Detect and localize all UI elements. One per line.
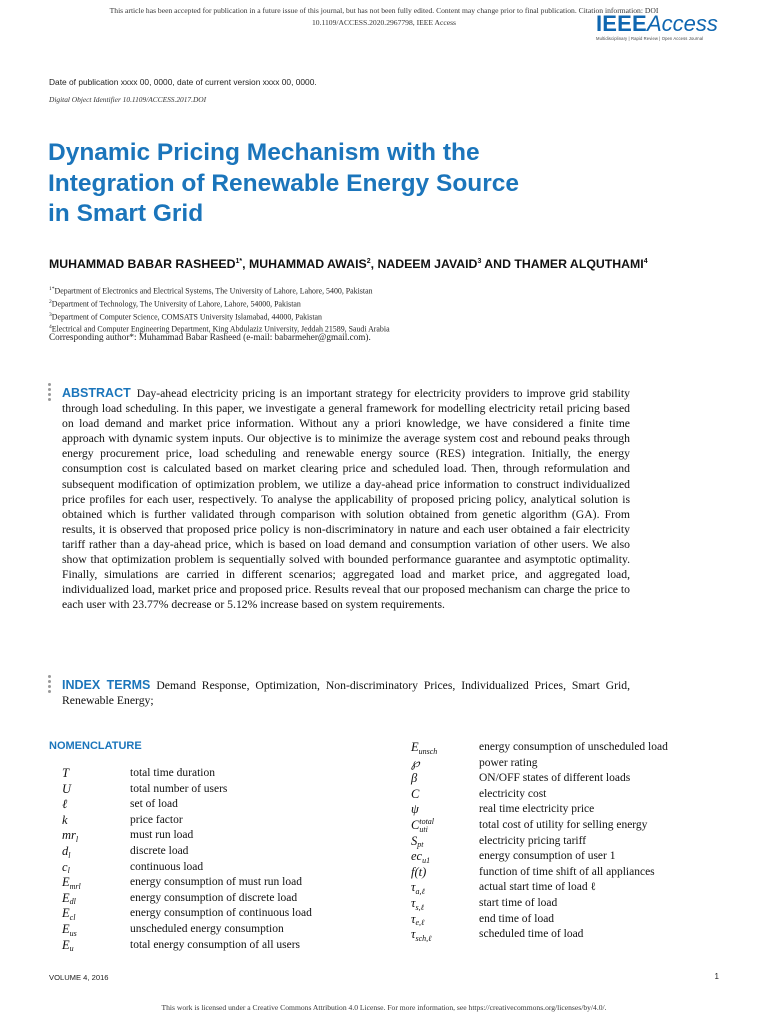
affiliation-marker: 2 (49, 298, 52, 305)
nomenclature-row (411, 896, 668, 912)
nomenclature-left-column (62, 766, 312, 953)
nomenclature-description: end time of load (479, 912, 555, 925)
nomenclature-row (62, 766, 312, 782)
nomenclature-description: price factor (130, 813, 183, 826)
affiliation-list (49, 284, 390, 335)
author-marker: 4 (643, 258, 648, 265)
nomenclature-row (62, 860, 312, 876)
nomenclature-row (411, 771, 668, 787)
symbol-base: f(t) (411, 864, 427, 879)
nomenclature-symbol (62, 844, 130, 860)
affiliation-text: Department of Technology, The University of Lahore, Lahore, 54000, Pakistan (51, 299, 301, 309)
nomenclature-symbol (62, 813, 130, 829)
symbol-subscript: dl (69, 897, 76, 907)
nomenclature-symbol (411, 880, 479, 896)
symbol-base: mr (62, 828, 76, 843)
nomenclature-symbol (62, 797, 130, 813)
symbol-base: ec (411, 849, 423, 864)
nomenclature-description: start time of load (479, 896, 558, 909)
symbol-subscript: u1 (422, 855, 431, 865)
nomenclature-row (411, 849, 668, 865)
nomenclature-description: total number of users (130, 782, 228, 795)
author-name: THAMER ALQUTHAMI (514, 257, 644, 272)
author-name: MUHAMMAD AWAIS (248, 257, 367, 272)
page-number: 1 (714, 972, 719, 981)
nomenclature-description: ON/OFF states of different loads (479, 772, 631, 785)
symbol-base: τ (411, 880, 416, 895)
affiliation (49, 297, 390, 310)
index-terms-text: Demand Response, Optimization, Non-discriminatory Prices, Individualized Prices, Smart Grid, Renewable Energy; (62, 679, 630, 708)
nomenclature-row (62, 844, 312, 860)
nomenclature-symbol (411, 865, 479, 881)
nomenclature-description: total cost of utility for selling energy (479, 818, 648, 831)
nomenclature-row (411, 865, 668, 881)
abstract-marker-icon (48, 383, 54, 403)
nomenclature-symbol (62, 891, 130, 907)
nomenclature-symbol (62, 766, 130, 782)
affiliation (49, 284, 390, 297)
nomenclature-row (411, 740, 668, 756)
symbol-superscript: total (419, 817, 435, 827)
nomenclature-row (62, 906, 312, 922)
symbol-subscript: pt (417, 840, 424, 850)
nomenclature-heading: NOMENCLATURE (49, 740, 142, 752)
symbol-base: E (62, 906, 70, 921)
symbol-base: c (62, 859, 68, 874)
symbol-subscript: cl (69, 912, 76, 922)
affiliation-text: Electrical and Computer Engineering Department, King Abdulaziz University, Jeddah 21589, Saudi Arabia (51, 325, 390, 335)
symbol-base: k (62, 812, 68, 827)
nomenclature-symbol (411, 756, 479, 772)
nomenclature-symbol (411, 927, 479, 943)
paper-title (48, 138, 668, 230)
nomenclature-description: actual start time of load ℓ (479, 881, 596, 894)
symbol-base: ℘ (411, 755, 420, 770)
affiliation-text: Department of Electronics and Electrical Systems, The University of Lahore, Lahore, 5400, Pakistan (54, 286, 373, 296)
nomenclature-description: unscheduled energy consumption (130, 922, 284, 935)
doi-line: Digital Object Identifier 10.1109/ACCESS.2017.DOI (49, 95, 207, 104)
logo-access: Access (646, 11, 718, 36)
nomenclature-description: real time electricity price (479, 803, 595, 816)
nomenclature-symbol (411, 834, 479, 850)
symbol-base: T (62, 766, 69, 780)
symbol-base: τ (411, 927, 416, 942)
symbol-base: E (411, 740, 419, 754)
nomenclature-row (62, 875, 312, 891)
license-notice: This work is licensed under a Creative Commons Attribution 4.0 License. For more information, see https://creativecommons.org/licenses/by/4.0/. (161, 1003, 607, 1012)
symbol-base: C (411, 817, 420, 832)
nomenclature-description: continuous load (130, 860, 204, 873)
nomenclature-row (62, 922, 312, 938)
nomenclature-description: total energy consumption of all users (130, 938, 301, 951)
author-separator: , (242, 257, 249, 272)
symbol-base: ψ (411, 802, 419, 817)
symbol-base: τ (411, 895, 416, 910)
index-terms (62, 678, 630, 708)
symbol-subscript: mrl (69, 881, 81, 891)
symbol-subscript: l (68, 850, 71, 860)
affiliation-marker: 1* (49, 286, 55, 292)
nomenclature-row (62, 938, 312, 954)
symbol-subscript: l (75, 835, 79, 844)
nomenclature-symbol (411, 896, 479, 912)
author-list (49, 254, 689, 272)
author-marker: 3 (477, 258, 482, 265)
nomenclature-symbol (411, 849, 479, 865)
nomenclature-description: set of load (130, 798, 178, 811)
nomenclature-row (411, 756, 668, 772)
nomenclature-symbol (62, 922, 130, 938)
nomenclature-description: energy consumption of discrete load (130, 891, 298, 904)
nomenclature-description: energy consumption of must run load (130, 876, 302, 889)
nomenclature-description: electricity pricing tariff (479, 834, 587, 847)
nomenclature-symbol (411, 818, 479, 834)
abstract-text: Day-ahead electricity pricing is an important strategy for electricity providers to improve grid stability through load scheduling. In this paper, we investigate a general framework for modelling electricity retail pricing based on load demand and market price information. Without any a priori knowledge, we have considered a finite time approach with dynamic system inputs. Our objective is to minimize the average system cost and rebound peaks through energy procurement price, load scheduling and renewable energy source (RES) integration. Initially, the energy consumption cost is calculated based on market clearing price and scheduled load. Then, through reformulation and subsequent modification of optimization problem, we utilize a day-ahead price information to construct individualized price profiles for each user, respectively. To analyse the applicability of proposed pricing policy, analytical solution is obtained which is further validated through comparison with solution obtained from genetic algorithm (GA). From results, it is observed that proposed price policy is non-discriminatory in nature and each user obtained a fair electricity tariff rather than a day-ahead price, which is based on load demand and consumption variation of other users. We also show that optimization problem is sequentially solved with bounded performance guarantee and asymptotic optimality. Finally, simulations are carried in different scenarios; aggregated load and market price, and aggregated load, individualized load, market price and proposed price. Results reveal that our proposed mechanism can charge the price to each user with 23.77% decrease or 5.12% increase based on system requirements. (62, 387, 630, 612)
ieee-access-logo (596, 13, 726, 41)
symbol-base: E (62, 937, 70, 952)
symbol-base: β (411, 771, 418, 786)
affiliation-marker: 3 (49, 311, 52, 318)
nomenclature-description: discrete load (130, 844, 189, 857)
nomenclature-right-column (411, 740, 668, 943)
nomenclature-description: energy consumption of unscheduled load (479, 741, 668, 753)
publication-notice-line2: 10.1109/ACCESS.2020.2967798, IEEE Access (312, 18, 456, 27)
symbol-base: E (62, 890, 70, 905)
nomenclature-row (62, 828, 312, 844)
symbol-subscript: unsch (418, 746, 438, 756)
nomenclature-symbol (62, 828, 130, 844)
nomenclature-row (62, 782, 312, 798)
symbol-base: τ (411, 911, 416, 926)
nomenclature-description: function of time shift of all appliances (479, 865, 655, 878)
nomenclature-row (411, 787, 668, 803)
nomenclature-description: must run load (130, 829, 194, 842)
nomenclature-row (411, 834, 668, 850)
nomenclature-symbol (411, 740, 479, 756)
nomenclature-symbol (62, 875, 130, 891)
symbol-subscript: uti (419, 825, 428, 835)
volume-label: VOLUME 4, 2016 (49, 973, 109, 982)
symbol-base: E (62, 921, 70, 936)
nomenclature-row (411, 802, 668, 818)
author-separator: AND (481, 257, 515, 272)
symbol-base: U (62, 781, 72, 796)
nomenclature-symbol (411, 802, 479, 818)
author-name: NADEEM JAVAID (377, 257, 478, 272)
affiliation-text: Department of Computer Science, COMSATS University Islamabad, 44000, Pakistan (51, 312, 322, 322)
affiliation-marker: 4 (49, 324, 52, 331)
nomenclature-symbol (62, 906, 130, 922)
nomenclature-row (62, 797, 312, 813)
logo-ieee: IEEE (596, 11, 647, 36)
nomenclature-symbol (62, 860, 130, 876)
symbol-subscript: us (69, 928, 77, 938)
symbol-base: ℓ (62, 797, 68, 812)
nomenclature-row (411, 818, 668, 834)
symbol-subscript: sch,ℓ (415, 933, 432, 943)
nomenclature-row (411, 912, 668, 928)
publication-notice-line1: This article has been accepted for publication in a future issue of this journal, but has not been fully edited. Content may change prior to final publication. Citation information: DOI (109, 6, 659, 15)
index-terms-marker-icon (48, 675, 54, 695)
nomenclature-row (62, 813, 312, 829)
affiliation (49, 310, 390, 323)
symbol-subscript: s,ℓ (415, 902, 424, 912)
author-separator: , (370, 257, 378, 272)
symbol-base: C (411, 786, 420, 801)
nomenclature-symbol (62, 782, 130, 798)
nomenclature-row (411, 880, 668, 896)
symbol-subscript: e,ℓ (415, 918, 425, 928)
symbol-base: d (62, 843, 69, 858)
nomenclature-symbol (411, 771, 479, 787)
index-terms-label: INDEX TERMS (62, 678, 151, 692)
symbol-base: S (411, 833, 418, 848)
author-marker: 2 (366, 258, 371, 265)
abstract (62, 386, 630, 612)
nomenclature-description: scheduled time of load (479, 928, 584, 941)
corresponding-author: Corresponding author*: Muhammad Babar Rasheed (e-mail: babarmeher@gmail.com). (49, 332, 371, 342)
nomenclature-row (411, 927, 668, 943)
author-marker: 1* (235, 258, 243, 265)
title-line: in Smart Grid (48, 200, 204, 227)
nomenclature-description: power rating (479, 756, 538, 769)
symbol-subscript: l (67, 866, 70, 876)
nomenclature-symbol (411, 912, 479, 928)
title-line: Dynamic Pricing Mechanism with the (48, 139, 480, 166)
publication-date: Date of publication xxxx 00, 0000, date of current version xxxx 00, 0000. (49, 77, 317, 87)
symbol-base: E (62, 875, 70, 890)
nomenclature-description: total time duration (130, 767, 215, 779)
nomenclature-description: energy consumption of user 1 (479, 850, 616, 863)
symbol-subscript: a,ℓ (415, 886, 425, 896)
abstract-label: ABSTRACT (62, 386, 131, 400)
nomenclature-symbol (411, 787, 479, 803)
nomenclature-description: energy consumption of continuous load (130, 907, 312, 920)
nomenclature-description: electricity cost (479, 787, 547, 800)
nomenclature-row (62, 891, 312, 907)
nomenclature-symbol (62, 938, 130, 954)
logo-tagline: Multidisciplinary | Rapid Review | Open Access Journal (596, 36, 704, 41)
symbol-subscript: u (69, 944, 74, 954)
title-line: Integration of Renewable Energy Source (48, 169, 520, 197)
author-name: MUHAMMAD BABAR RASHEED (49, 257, 236, 272)
